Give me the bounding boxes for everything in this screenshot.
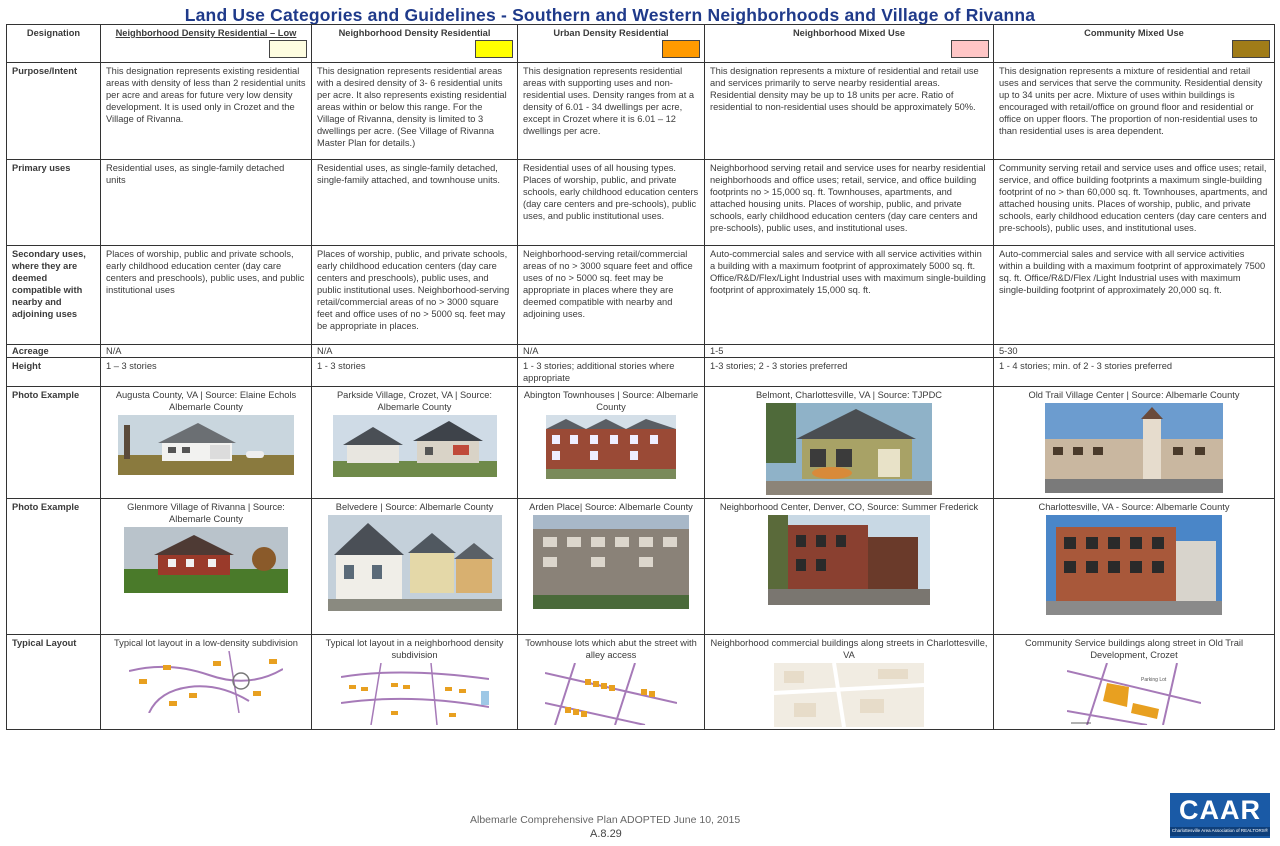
row-label: Acreage (7, 345, 101, 358)
table-cell: N/A (312, 345, 518, 358)
designation-header: Designation (7, 25, 101, 63)
village-center-photo (1045, 403, 1223, 493)
table-cell: Residential uses, as single-family detached units (101, 160, 312, 246)
photo-caption: Belmont, Charlottesville, VA | Source: TJPDC (755, 390, 942, 400)
land-use-table (6, 24, 1275, 730)
storefront-photo (766, 403, 932, 495)
secondary-uses-row (7, 246, 1275, 345)
height-row (7, 358, 1275, 387)
house-photo (124, 527, 288, 593)
house-photo (118, 415, 294, 475)
table-cell: Neighborhood serving retail and service uses for nearby residential neighborhoods and office uses; retail, service, and office building footprints no > 15,000 sq. ft. Townhouses, apartments, and attached housing units. Places of worship, public, and private schools, early childhood education centers (day care centers and pre-schools), public uses, and institutional uses. (705, 160, 994, 246)
column-header-cmu: Community Mixed Use (994, 25, 1275, 63)
color-swatch (269, 40, 307, 58)
townhouse-map (545, 663, 677, 725)
photo-caption: Abington Townhouses | Source: Albemarle County (523, 390, 699, 412)
photo-cell (705, 387, 994, 499)
village-center-map (1067, 663, 1201, 725)
photo-caption: Belvedere | Source: Albemarle County (335, 502, 494, 512)
column-header-ndr: Neighborhood Density Residential (312, 25, 518, 63)
table-cell: Residential uses of all housing types. Places of worship, public, and private schools, early childhood education centers (day care centers and pre-schools), public uses, and public institutional uses. (518, 160, 705, 246)
photo-caption: Old Trail Village Center | Source: Albemarle County (1028, 390, 1240, 400)
table-cell: 1 – 3 stories (101, 358, 312, 387)
color-swatch (1232, 40, 1270, 58)
logo-subtitle: Charlottesville Area Association of REALTORS® (1170, 827, 1270, 836)
footer-plan-text: Albemarle Comprehensive Plan ADOPTED June 10, 2015 (470, 814, 741, 826)
layout-caption: Typical lot layout in a low-density subdivision (114, 638, 298, 648)
row-label: Photo Example (7, 387, 101, 499)
footer-page-number: A.8.29 (590, 828, 622, 840)
color-swatch (475, 40, 513, 58)
row-label: Typical Layout (7, 635, 101, 730)
layout-caption: Community Service buildings along street in Old Trail Development, Crozet (1024, 638, 1244, 660)
photo-cell (705, 499, 994, 635)
table-cell: This designation represents residential areas with supporting uses and non-residential uses. Density ranges from at a density of 6.01 - 34 dwellings per acre, except in Crozet where it is 6.01 – 12 dwellings per acre. (518, 63, 705, 160)
table-cell: N/A (101, 345, 312, 358)
column-header-nmu: Neighborhood Mixed Use (705, 25, 994, 63)
table-cell: 1 - 4 stories; min. of 2 - 3 stories preferred (994, 358, 1275, 387)
layout-cell (705, 635, 994, 730)
row-label: Secondary uses, where they are deemed compatible with nearby and adjoining uses (7, 246, 101, 345)
layout-cell (994, 635, 1275, 730)
photo-cell (101, 499, 312, 635)
photo-caption: Neighborhood Center, Denver, CO, Source: Summer Frederick (719, 502, 979, 512)
layout-cell (101, 635, 312, 730)
logo-text: CAAR (1179, 795, 1261, 825)
mixed-use-building-photo (1046, 515, 1222, 615)
photo-caption: Parkside Village, Crozet, VA | Source: Albemarle County (336, 390, 493, 412)
table-cell: 1 - 3 stories; additional stories where appropriate (518, 358, 705, 387)
street-corner-photo (768, 515, 930, 605)
photo-cell (994, 387, 1275, 499)
townhouse-photo (546, 415, 676, 479)
row-label: Height (7, 358, 101, 387)
table-cell: Community serving retail and service uses and office uses; retail, service, and office building footprints a maximum single-building footprint of no > than 60,000 sq. ft. Townhouses, apartments, and attached housing units. Places of worship, public, and private schools, early childhood education centers (day care centers and pre-schools), public uses, and institutional uses. (994, 160, 1275, 246)
photo-cell (994, 499, 1275, 635)
photo-cell (518, 499, 705, 635)
table-cell: This designation represents existing residential areas with density of less than 2 residential units per acre and areas for future very low density development. It is used only in Crozet and the Village of Rivanna. (101, 63, 312, 160)
table-cell: This designation represents residential areas with a desired density of 3- 6 residential units per acre. It also represents existing residential areas within or below this range. For the Village of Rivanna, density is limited to 3 dwellings per acre. (See Village of Rivanna Master Plan for details.) (312, 63, 518, 160)
table-cell: This designation represents a mixture of residential and retail use and services primarily to serve nearby residential areas. Residential density may be up to 18 units per acre. Ratio of residential to non-residential uses should be approximately 50%. (705, 63, 994, 160)
header-row (7, 25, 1275, 63)
table-cell: This designation represents a mixture of residential and retail uses and services that serve the community. Residential density up to 34 units per acre. Mixture of uses within buildings is encouraged with retail/office on ground floor and residential or office on upper floors. The proportion of non-residential uses to than residential uses is area dependent. (994, 63, 1275, 160)
photo-caption: Glenmore Village of Rivanna | Source: Albemarle County (127, 502, 285, 524)
column-header-ndr-low: Neighborhood Density Residential – Low (101, 25, 312, 63)
layout-caption: Typical lot layout in a neighborhood density subdivision (325, 638, 504, 660)
table-cell: Neighborhood-serving retail/commercial areas of no > 3000 square feet and office uses of no > 5000 sq. feet may be appropriate in places where they are deemed compatible with nearby and adjoining uses. (518, 246, 705, 345)
apartment-photo (533, 515, 689, 609)
color-swatch (662, 40, 700, 58)
column-header-udr: Urban Density Residential (518, 25, 705, 63)
photo-caption: Charlottesville, VA - Source: Albemarle County (1038, 502, 1230, 512)
table-cell: 1-5 (705, 345, 994, 358)
subdivision-map (341, 663, 489, 725)
layout-caption: Neighborhood commercial buildings along streets in Charlottesville, VA (710, 638, 988, 660)
table-cell: Auto-commercial sales and service with all service activities within a building with a maximum footprint of approximately 5000 sq. ft. Office/R&D/Flex/Light Industrial uses with maximum single-building footprint of approximately 15,000 sq. ft. (705, 246, 994, 345)
acreage-row (7, 345, 1275, 358)
row-label: Primary uses (7, 160, 101, 246)
photo-caption: Augusta County, VA | Source: Elaine Echols Albemarle County (115, 390, 297, 412)
photo-cell (312, 387, 518, 499)
table-cell: Places of worship, public, and private schools, early childhood education centers (day care centers and preschools), public uses, and public institutional uses. Neighborhood-serving retail/commercial areas of no > 3000 square feet and office uses of no > 5000 sq. feet may be appropriate in places. (312, 246, 518, 345)
typical-layout-row (7, 635, 1275, 730)
row-label: Purpose/Intent (7, 63, 101, 160)
purpose-row (7, 63, 1275, 160)
caar-logo (1170, 793, 1270, 838)
photo-cell (518, 387, 705, 499)
photo-example-row-2 (7, 499, 1275, 635)
table-cell: Residential uses, as single-family detached, single-family attached, and townhouse units. (312, 160, 518, 246)
map-label-parking: Parking Lot (1141, 677, 1167, 683)
photo-example-row-1 (7, 387, 1275, 499)
photo-caption: Arden Place| Source: Albemarle County (529, 502, 693, 512)
photo-cell (312, 499, 518, 635)
table-cell: 5-30 (994, 345, 1275, 358)
primary-uses-row (7, 160, 1275, 246)
table-cell: 1-3 stories; 2 - 3 stories preferred (705, 358, 994, 387)
table-cell: N/A (518, 345, 705, 358)
page-title: Land Use Categories and Guidelines - Southern and Western Neighborhoods and Village of Rivanna (184, 5, 1036, 25)
house-photo (328, 515, 502, 611)
layout-cell (312, 635, 518, 730)
table-cell: Auto-commercial sales and service with all service activities within a building with a maximum footprint of approximately 7500 sq. ft. Office/R&D/Flex /Light Industrial uses with maximum single-building footprint of approximately 20,000 sq. ft. (994, 246, 1275, 345)
table-cell: 1 - 3 stories (312, 358, 518, 387)
house-photo (333, 415, 497, 477)
row-label: Photo Example (7, 499, 101, 635)
layout-cell (518, 635, 705, 730)
subdivision-map (129, 651, 283, 713)
layout-caption: Townhouse lots which abut the street with alley access (525, 638, 697, 660)
photo-cell (101, 387, 312, 499)
commercial-map (774, 663, 924, 727)
color-swatch (951, 40, 989, 58)
table-cell: Places of worship, public and private schools, early childhood education center (day care centers and preschools), public uses, and public institutional uses (101, 246, 312, 345)
